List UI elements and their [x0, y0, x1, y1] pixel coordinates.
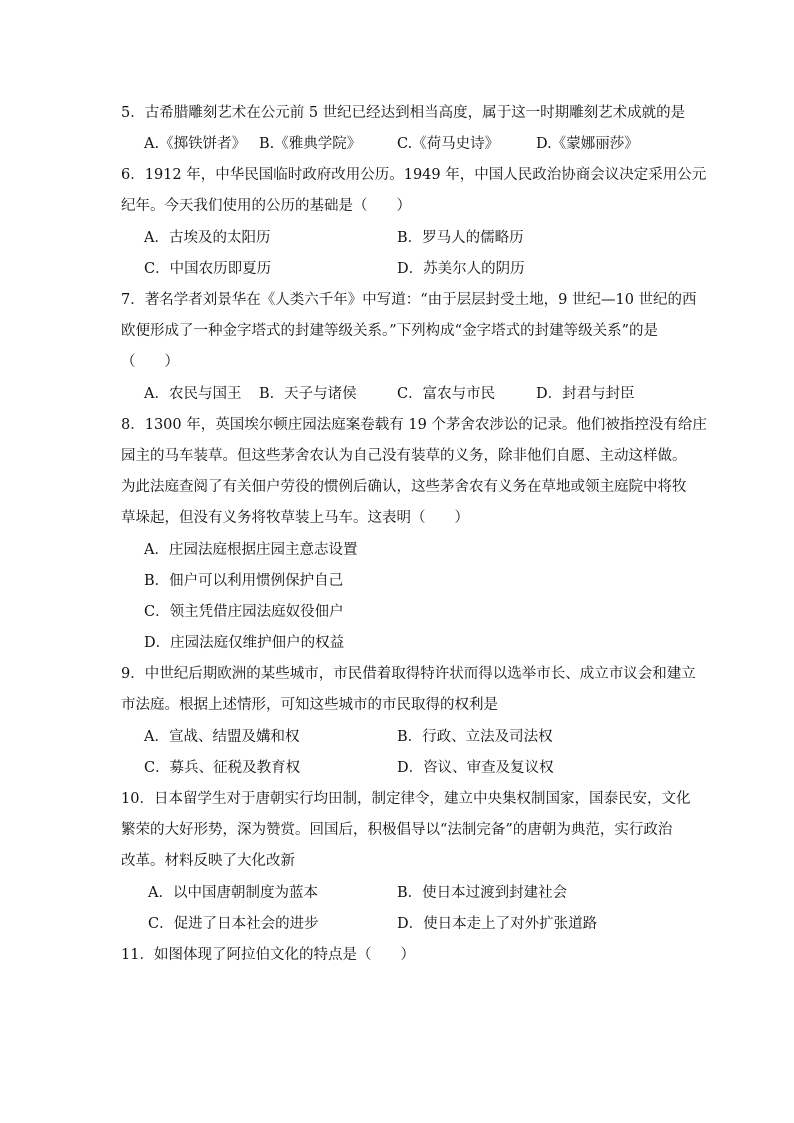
q5-option-d: D.《蒙娜丽莎》 — [536, 136, 639, 152]
q8-option-b: B．佃户可以利用惯例保护自己 — [144, 573, 344, 589]
q5-option-c: C.《荷马史诗》 — [397, 136, 500, 152]
q10-option-d: D．使日本走上了对外扩张道路 — [397, 916, 598, 932]
q9-option-b: B．行政、立法及司法权 — [397, 729, 553, 745]
q6-option-a: A．古埃及的太阳历 — [144, 230, 271, 246]
q7-option-c: C．富农与市民 — [397, 386, 496, 402]
q9-option-c: C．募兵、征税及教育权 — [144, 760, 301, 776]
q7-stem-line-1: 7．著名学者刘景华在《人类六千年》中写道：“由于层层封受土地，9 世纪—10 世纪的西 — [121, 292, 697, 308]
q5-option-a: A.《掷铁饼者》 — [144, 136, 247, 152]
q8-stem-line-1: 8．1300 年，英国埃尔顿庄园法庭案卷载有 19 个茅舍农涉讼的记录。他们被指控没有给庄 — [121, 417, 707, 433]
q7-stem-line-3: （ ） — [121, 354, 179, 370]
q10-option-b: B．使日本过渡到封建社会 — [397, 885, 568, 901]
q5-stem: 5．古希腊雕刻艺术在公元前 5 世纪已经达到相当高度，属于这一时期雕刻艺术成就的是 — [121, 105, 686, 121]
q8-stem-line-4: 草垛起，但没有义务将牧草装上马车。这表明（ ） — [121, 510, 469, 526]
q10-stem-line-3: 改革。材料反映了大化改新 — [121, 853, 295, 869]
q7-option-a: A．农民与国王 — [144, 386, 242, 402]
q8-stem-line-2: 园主的马车装草。但这些茅舍农认为自己没有装草的义务，除非他们自愿、主动这样做。 — [121, 448, 687, 464]
q7-option-d: D．封君与封臣 — [536, 386, 635, 402]
q8-option-a: A．庄园法庭根据庄园主意志设置 — [144, 542, 358, 558]
q10-option-c: C．促进了日本社会的进步 — [148, 916, 319, 932]
q9-option-a: A．宣战、结盟及媾和权 — [144, 729, 300, 745]
q10-option-a: A．以中国唐朝制度为蓝本 — [148, 885, 318, 901]
q7-stem-line-2: 欧便形成了一种金字塔式的封建等级关系。”下列构成“金字塔式的封建等级关系”的是 — [121, 323, 658, 339]
q5-option-b: B.《雅典学院》 — [259, 136, 362, 152]
q9-stem-line-1: 9．中世纪后期欧洲的某些城市，市民借着取得特许状而得以选举市长、成立市议会和建立 — [121, 666, 696, 682]
q6-option-d: D．苏美尔人的阴历 — [397, 261, 525, 277]
q8-stem-line-3: 为此法庭查阅了有关佃户劳役的惯例后确认，这些茅舍农有义务在草地或领主庭院中将牧 — [121, 479, 687, 495]
q8-option-d: D．庄园法庭仅维护佃户的权益 — [144, 635, 345, 651]
q6-stem-line-2: 纪年。今天我们使用的公历的基础是（ ） — [121, 198, 411, 214]
q9-stem-line-2: 市法庭。根据上述情形，可知这些城市的市民取得的权利是 — [121, 697, 498, 713]
q6-stem-line-1: 6．1912 年，中华民国临时政府改用公历。1949 年，中国人民政治协商会议决定采用公元 — [121, 167, 707, 183]
q11-stem: 11．如图体现了阿拉伯文化的特点是（ ） — [121, 947, 415, 963]
q10-stem-line-2: 繁荣的大好形势，深为赞赏。回国后，积极倡导以“法制完备”的唐朝为典范，实行政治 — [121, 822, 673, 838]
q9-option-d: D．咨议、审查及复议权 — [397, 760, 554, 776]
q6-option-c: C．中国农历即夏历 — [144, 261, 272, 277]
q6-option-b: B．罗马人的儒略历 — [397, 230, 524, 246]
q8-option-c: C．领主凭借庄园法庭奴役佃户 — [144, 604, 344, 620]
q10-stem-line-1: 10．日本留学生对于唐朝实行均田制，制定律令，建立中央集权制国家，国泰民安，文化 — [121, 791, 691, 807]
q7-option-b: B．天子与诸侯 — [259, 386, 357, 402]
